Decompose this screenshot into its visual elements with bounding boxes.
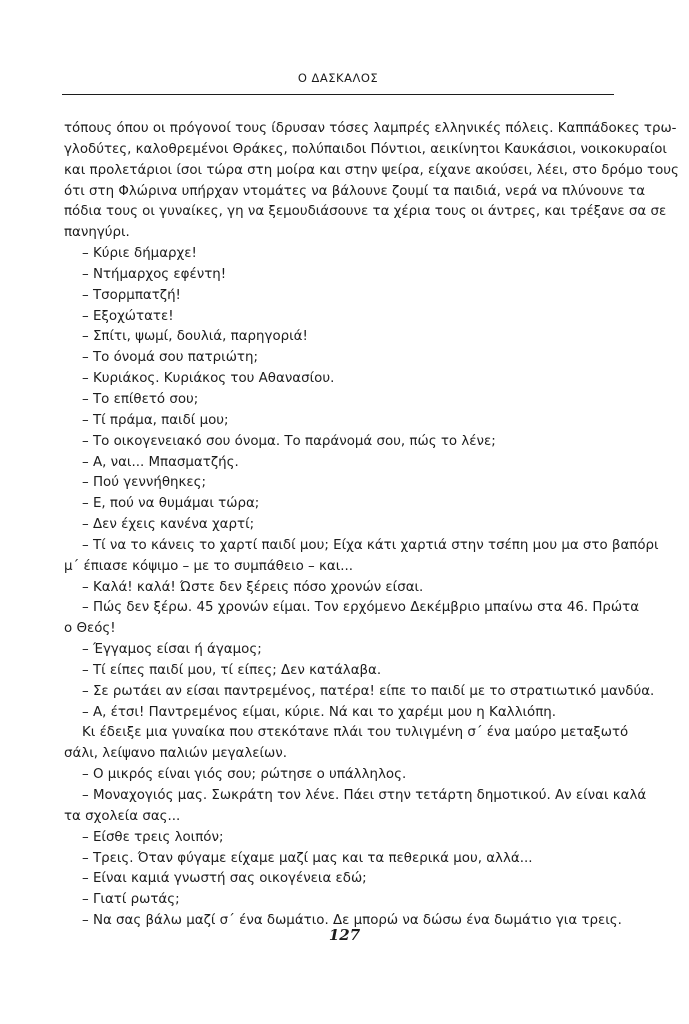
text-line: σάλι, λείψανο παλιών μεγαλείων. <box>64 746 288 762</box>
text-line: – Το όνομά σου πατριώτη; <box>82 350 258 366</box>
text-line: – Τί να το κάνεις το χαρτί παιδί μου; Είχα κάτι χαρτιά στην τσέπη μου μα στο βαπόρι <box>82 537 659 553</box>
text-line: – Τί πράμα, παιδί μου; <box>82 412 229 428</box>
text-line: – Τί είπες παιδί μου, τί είπες; Δεν κατάλαβα. <box>82 662 382 678</box>
text-line: – Πού γεννήθηκες; <box>82 475 207 491</box>
text-line: – Δεν έχεις κανένα χαρτί; <box>82 517 255 533</box>
header-rule <box>62 94 614 95</box>
text-line: πόδια τους οι γυναίκες, γη να ξεμουδιάσουνε τα χέρια τους οι άντρες, και τρέξανε σα σε <box>64 204 667 220</box>
body-text <box>64 119 679 932</box>
text-line: τόπους όπου οι πρόγονοί τους ίδρυσαν τόσες λαμπρές ελληνικές πόλεις. Καππάδοκες τρω- <box>64 121 677 136</box>
text-line: – Είναι καμιά γνωστή σας οικογένεια εδώ; <box>82 871 367 887</box>
text-line: – Τσορμπατζή! <box>82 287 181 303</box>
running-header: Ο ΔΑΣΚΑΛΟΣ <box>297 71 379 85</box>
text-line: – Το επίθετό σου; <box>82 391 199 407</box>
text-line: Κι έδειξε μια γυναίκα που στεκότανε πλάι του τυλιγμένη σ΄ ένα μαύρο μεταξωτό <box>82 725 629 741</box>
text-line: μ΄ έπιασε κόψιμο – με το συμπάθειο – και... <box>64 558 354 574</box>
text-line: ο Θεός! <box>64 621 116 637</box>
text-line: – Σε ρωτάει αν είσαι παντρεμένος, πατέρα! είπε το παιδί με το στρατιωτικό μανδύα. <box>82 683 655 699</box>
text-line: – Ε, πού να θυμάμαι τώρα; <box>82 496 260 512</box>
text-line: και προλετάριοι ίσοι τώρα στη μοίρα και στην ψείρα, είχανε ακούσει, λέει, στο δρόμο τους <box>64 162 679 178</box>
text-line: – Μοναχογιός μας. Σωκράτη τον λένε. Πάει στην τετάρτη δημοτικού. Αν είναι καλά <box>82 788 647 803</box>
text-line: – Να σας βάλω μαζί σ΄ ένα δωμάτιο. Δε μπορώ να δώσω ένα δωμάτιο για τρεις. <box>82 913 622 929</box>
text-line: – Πώς δεν ξέρω. 45 χρονών είμαι. Τον ερχόμενο Δεκέμβριο μπαίνω στα 46. Πρώτα <box>82 600 640 616</box>
text-line: – Κύριε δήμαρχε! <box>82 246 197 262</box>
text-line: – Έγγαμος είσαι ή άγαμος; <box>82 642 262 658</box>
text-line: – Α, ναι... Μπασματζής. <box>82 454 239 470</box>
text-line: – Είσθε τρεις λοιπόν; <box>82 829 224 845</box>
text-line: – Γιατί ρωτάς; <box>82 892 180 908</box>
text-line: – Το οικογενειακό σου όνομα. Το παράνομά σου, πώς το λένε; <box>82 433 496 449</box>
text-line: – Τρεις. Όταν φύγαμε είχαμε μαζί μας και τα πεθερικά μου, αλλά... <box>82 850 533 866</box>
text-line: – Ο μικρός είναι γιός σου; ρώτησε ο υπάλληλος. <box>82 767 407 783</box>
text-line: ότι στη Φλώρινα υπήρχαν ντομάτες να βάλουνε ζουμί τα παιδιά, νερά να πλύνουνε τα <box>64 183 646 199</box>
text-line: – Καλά! καλά! Ώστε δεν ξέρεις πόσο χρονών είσαι. <box>82 579 424 595</box>
text-line: τα σχολεία σας... <box>64 808 181 824</box>
text-line: – Ντήμαρχος εφέντη! <box>82 266 227 282</box>
text-line: γλοδύτες, καλοθρεμένοι Θράκες, πολύπαιδοι Πόντιοι, αεικίνητοι Καυκάσιοι, νοικοκυραίοι <box>64 141 667 157</box>
page-number: 127 <box>328 926 361 944</box>
text-line: – Κυριάκος. Κυριάκος του Αθανασίου. <box>82 371 335 387</box>
text-line: – Σπίτι, ψωμί, δουλιά, παρηγοριά! <box>82 329 308 345</box>
text-line: – Α, έτσι! Παντρεμένος είμαι, κύριε. Νά και το χαρέμι μου η Καλλιόπη. <box>82 704 557 720</box>
text-line: πανηγύρι. <box>64 225 130 241</box>
text-line: – Εξοχώτατε! <box>82 308 174 324</box>
